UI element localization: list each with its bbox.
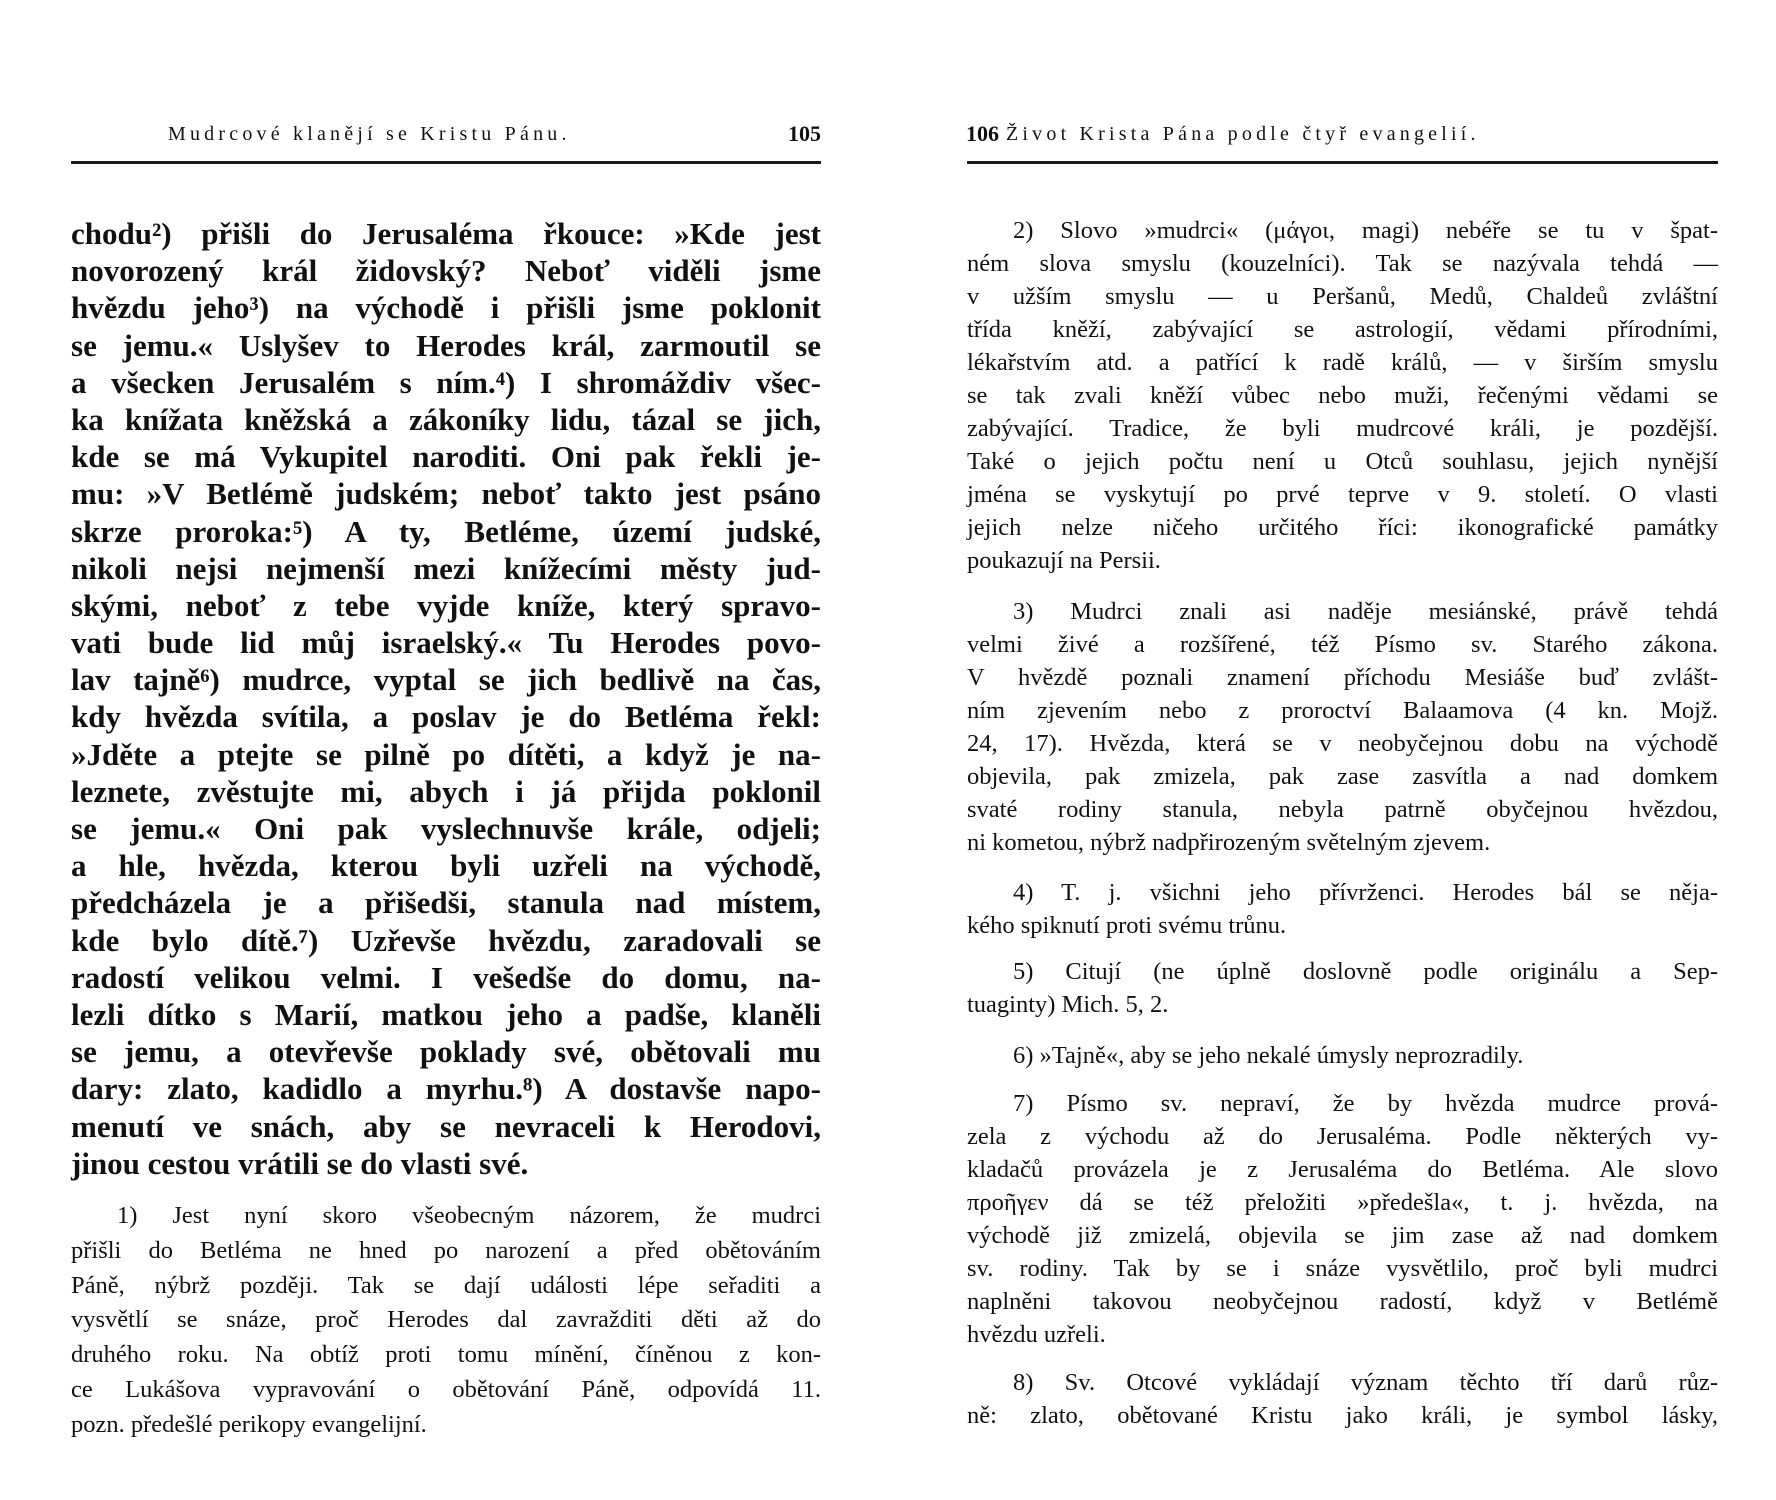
text-line: vysvětlí se snáze, proč Herodes dal zavražditi děti až do [71, 1306, 821, 1334]
text-line: lezli dítko s Marií, matkou jeho a padše, klaněli [71, 996, 821, 1032]
footnote [967, 876, 1718, 942]
text-line: poukazují na Persii. [967, 547, 1161, 574]
text-line: se jemu.« Uslyšev to Herodes král, zarmoutil se [71, 327, 821, 363]
text-line: 3) Mudrci znali asi naděje mesiánské, právě tehdá [1013, 598, 1718, 625]
text-line: ka knížata kněžská a zákoníky lidu, tázal se jich, [71, 401, 821, 437]
text-line: sv. rodiny. Tak by se i snáze vysvětlilo, proč byli mudrci [967, 1255, 1718, 1282]
left-header-rule [71, 161, 821, 164]
text-line: ce Lukášova vypravování o obětování Páně, odpovídá 11. [71, 1375, 821, 1403]
text-line: V hvězdě poznali znamení příchodu Mesiáše buď zvlášt- [967, 664, 1718, 691]
text-line: mu: »V Betlémě judském; neboť takto jest psáno [71, 476, 821, 512]
text-line: ním zjevením nebo z proroctví Balaamova (4 kn. Mojž. [967, 697, 1718, 724]
text-line: předcházela je a přišedši, stanula nad místem, [71, 885, 821, 921]
text-line: vati bude lid můj israelský.« Tu Herodes povo- [71, 625, 821, 661]
text-line: 24, 17). Hvězda, která se v neobyčejnou dobu na východě [967, 730, 1718, 757]
text-line: přišli do Betléma ne hned po narození a před obětováním [71, 1236, 821, 1264]
text-line: 8) Sv. Otcové vykládají význam těchto tří darů růz- [1013, 1369, 1718, 1396]
left-page-number: 105 [788, 121, 821, 146]
text-line: jména se vyskytují po prvé teprve v 9. století. O vlasti [967, 481, 1718, 508]
text-line: pozn. předešlé perikopy evangelijní. [71, 1410, 427, 1438]
text-line: se jemu.« Oni pak vyslechnuvše krále, odjeli; [71, 811, 821, 846]
text-line: Také o jejich počtu není u Otců souhlasu, jejich nynější [967, 448, 1718, 475]
text-line: zela z východu až do Jerusaléma. Podle některých vy- [967, 1123, 1718, 1150]
text-line: 5) Citují (ne úplně doslovně podle originálu a Sep- [1013, 958, 1718, 985]
text-line: novorozený král židovský? Neboť viděli jsme [71, 253, 821, 289]
text-line: 1) Jest nyní skoro všeobecným názorem, že mudrci [117, 1202, 821, 1229]
text-line: skými, neboť z tebe vyjde kníže, který spravo- [71, 587, 821, 623]
text-line: zabývající. Tradice, že byli mudrcové králi, je pozdější. [967, 415, 1718, 442]
text-line: lékařstvím atd. a patřící k radě králů, — v širším smyslu [967, 349, 1718, 376]
text-line: velmi živé a rozšířené, též Písmo sv. Starého zákona. [967, 631, 1718, 658]
text-line: 2) Slovo »mudrci« (μάγοι, magi) nebéře se tu v špat- [1013, 217, 1718, 244]
text-line: druhého roku. Na obtíž proti tomu mínění, číněnou z kon- [71, 1341, 821, 1369]
left-footnotes [71, 1199, 821, 1443]
text-line: lav tajně⁶) mudrce, vyptal se jich bedlivě na čas, [71, 662, 821, 698]
text-line: προῆγεν dá se též přeložiti »předešla«, t. j. hvězda, na [967, 1189, 1718, 1216]
text-line: se tak zvali kněží vůbec nebo muži, řečenými vědami se [967, 382, 1718, 409]
text-line: 4) T. j. všichni jeho přívrženci. Herodes bál se něja- [1013, 879, 1718, 906]
text-line: svaté rodiny stanula, nebyla patrně obyčejnou hvězdou, [967, 796, 1718, 823]
text-line: kého spiknutí proti svému trůnu. [967, 912, 1287, 939]
text-line: kde bylo dítě.⁷) Uzřevše hvězdu, zaradovali se [71, 922, 821, 958]
text-line: skrze proroka:⁵) A ty, Betléme, území judské, [71, 513, 821, 549]
text-line: jejich nelze ničeho určitého říci: ikonografické památky [967, 514, 1718, 541]
text-line: kdy hvězda svítila, a poslav je do Betléma řekl: [71, 699, 821, 735]
text-line: 6) »Tajně«, aby se jeho nekalé úmysly neprozradily. [1013, 1042, 1524, 1069]
footnote [967, 955, 1718, 1021]
text-line: v užším smyslu — u Peršanů, Medů, Chaldeů zvláštní [967, 283, 1718, 310]
text-line: objevila, pak zmizela, pak zase zasvítla a nad domkem [967, 763, 1718, 790]
text-line: kde se má Vykupitel naroditi. Oni pak řekli je- [71, 439, 821, 475]
text-line: 7) Písmo sv. nepraví, že by hvězda mudrce prová- [1013, 1090, 1718, 1117]
text-line: chodu²) přišli do Jerusaléma řkouce: »Kde jest [71, 216, 821, 251]
text-line: ni kometou, nýbrž nadpřirozeným světelným zjevem. [967, 829, 1491, 856]
text-line: hvězdu jeho³) na východě i přišli jsme poklonit [71, 290, 821, 326]
footnote [967, 1039, 1718, 1072]
text-line: menutí ve snách, aby se nevraceli k Herodovi, [71, 1108, 821, 1144]
text-line: se jemu, a otevřevše poklady své, obětovali mu [71, 1034, 821, 1070]
text-line: tuaginty) Mich. 5, 2. [967, 991, 1169, 1018]
text-line: třída kněží, zabývající se astrologií, vědami přírodními, [967, 316, 1718, 343]
text-line: kladačů provázela je z Jerusaléma do Betléma. Ale slovo [967, 1156, 1718, 1183]
footnote [967, 1366, 1718, 1432]
text-line: ném slova smyslu (kouzelníci). Tak se nazývala tehdá — [967, 250, 1718, 277]
footnote [967, 214, 1718, 577]
text-line: nikoli nejsi nejmenší mezi knížecími městy jud- [71, 550, 821, 586]
text-line: Páně, nýbrž později. Tak se dají události lépe seřaditi a [71, 1271, 821, 1299]
text-line: radostí velikou velmi. I vešedše do domu, na- [71, 959, 821, 995]
text-line: a všecken Jerusalém s ním.⁴) I shromáždiv všec- [71, 364, 821, 400]
text-line: naplněni takovou neobyčejnou radostí, když v Betlémě [967, 1288, 1718, 1315]
text-line: ně: zlato, obětované Kristu jako králi, je symbol lásky, [967, 1402, 1718, 1429]
text-line: leznete, zvěstujte mi, abych i já přijda poklonil [71, 773, 821, 809]
text-line: »Jděte a ptejte se pilně po dítěti, a když je na- [71, 736, 821, 772]
text-line: východě již zmizelá, objevila se jim zase až nad domkem [967, 1222, 1718, 1249]
text-line: jinou cestou vrátili se do vlasti své. [71, 1145, 529, 1181]
text-line: hvězdu uzřeli. [967, 1321, 1106, 1348]
right-page-number: 106 [966, 121, 999, 146]
right-header-rule [967, 161, 1718, 164]
text-line: dary: zlato, kadidlo a myrhu.⁸) A dostavše napo- [71, 1071, 821, 1107]
footnote [967, 1087, 1718, 1351]
left-running-head: Mudrcové klanějí se Kristu Pánu. [168, 123, 571, 145]
footnote [967, 595, 1718, 859]
right-running-head: Život Krista Pána podle čtyř evangelií. [1006, 123, 1480, 145]
left-body-text [71, 215, 821, 1182]
text-line: a hle, hvězda, kterou byli uzřeli na východě, [71, 848, 821, 884]
